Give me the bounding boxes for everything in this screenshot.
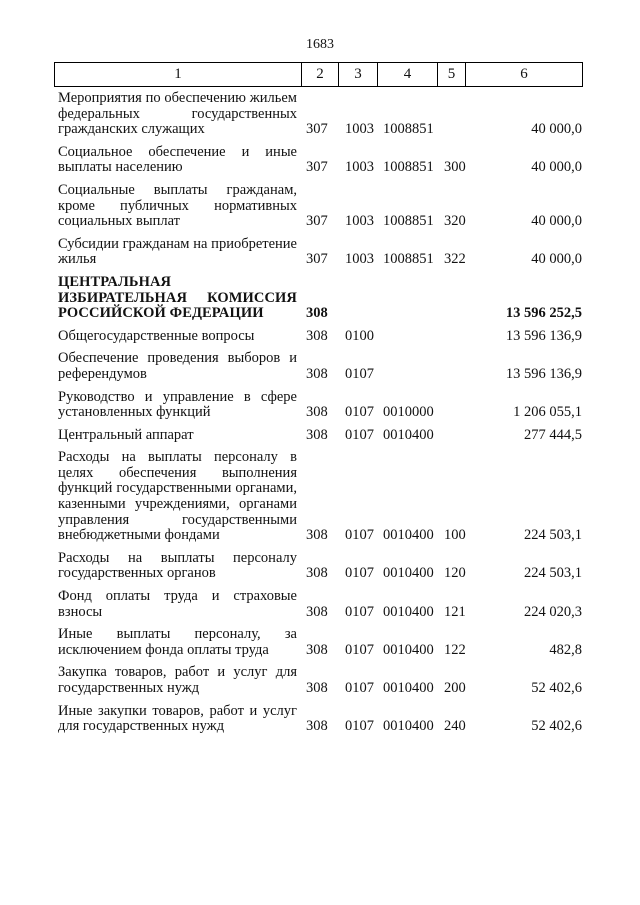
row-c2-value: 308 <box>306 680 328 696</box>
row-c4-value: 1008851 <box>383 159 434 176</box>
row-c3-value: 1003 <box>345 213 374 230</box>
row-c4-value: 0010400 <box>383 680 434 696</box>
row-c5-value: 200 <box>444 680 466 696</box>
table-row <box>0 145 640 183</box>
table-row <box>0 665 640 703</box>
table-row <box>0 390 640 428</box>
row-name: Мероприятия по обеспечению жильем федеральных государственных гражданских служащих <box>58 90 297 138</box>
row-name: Иные выплаты персоналу, за исключением фонда оплаты труда <box>58 626 297 658</box>
row-c6-value: 52 402,6 <box>531 718 582 735</box>
table-row <box>0 450 640 551</box>
row-c2-value: 308 <box>306 641 328 658</box>
row-c6-value: 52 402,6 <box>531 680 582 696</box>
row-c4-value: 0010400 <box>383 641 434 658</box>
row-c5-value: 322 <box>444 251 466 268</box>
row-c6-value: 224 503,1 <box>524 527 582 544</box>
row-c4-value: 1008851 <box>383 121 434 138</box>
row-c3-value: 1003 <box>345 251 374 268</box>
row-c4-value: 0010400 <box>383 426 434 443</box>
row-c2-value: 307 <box>306 251 328 268</box>
row-c3-value: 1003 <box>345 159 374 176</box>
row-c3-value: 0107 <box>345 365 374 382</box>
row-name: Центральный аппарат <box>58 426 194 443</box>
column-header-1: 1 <box>174 66 182 82</box>
row-name: Обеспечение проведения выборов и референдумов <box>58 350 297 382</box>
row-c2-value: 307 <box>306 213 328 230</box>
table-row <box>0 551 640 589</box>
row-name: Иные закупки товаров, работ и услуг для государственных нужд <box>58 702 297 735</box>
row-c5-value: 240 <box>444 718 466 735</box>
table-row <box>0 91 640 145</box>
row-c6-value: 13 596 252,5 <box>505 305 582 322</box>
row-c5-value: 122 <box>444 641 466 658</box>
table-row <box>0 627 640 665</box>
row-c2-value: 307 <box>306 159 328 176</box>
row-c3-value: 0107 <box>345 404 374 421</box>
row-c4-value: 0010400 <box>383 718 434 735</box>
row-c2-value: 308 <box>306 305 328 322</box>
row-name: Общегосударственные вопросы <box>58 327 255 344</box>
row-c2-value: 308 <box>306 327 328 344</box>
row-name: Расходы на выплаты персоналу в целях обеспечения выполнения функций государственными органами, казенными учреждениями, органами управления государственными внебюджетными фондами <box>58 449 297 544</box>
row-c6-value: 277 444,5 <box>524 426 582 443</box>
table-row <box>0 237 640 275</box>
row-c2-value: 308 <box>306 365 328 382</box>
column-header-5: 5 <box>447 66 456 82</box>
row-c2-value: 308 <box>306 718 328 735</box>
row-c4-value: 0010400 <box>383 603 434 620</box>
row-c6-value: 13 596 136,9 <box>505 327 582 344</box>
row-c6-value: 40 000,0 <box>531 213 582 230</box>
row-c3-value: 0107 <box>345 718 374 735</box>
row-c5-value: 100 <box>444 527 466 544</box>
table-row <box>0 183 640 237</box>
table-row <box>0 428 640 451</box>
row-name: Социальные выплаты гражданам, кроме публичных нормативных социальных выплат <box>58 181 297 230</box>
table-row <box>0 275 640 329</box>
row-c6-value: 40 000,0 <box>531 159 582 176</box>
row-c5-value: 121 <box>444 603 466 620</box>
row-c4-value: 1008851 <box>383 251 434 268</box>
column-header-2: 2 <box>316 66 324 82</box>
row-c2-value: 307 <box>306 121 328 138</box>
row-c6-value: 13 596 136,9 <box>505 365 582 382</box>
row-c3-value: 0107 <box>345 527 374 544</box>
row-name: Фонд оплаты труда и страховые взносы <box>58 588 297 620</box>
row-c4-value: 0010000 <box>383 404 434 421</box>
table-header <box>54 62 583 87</box>
row-c6-value: 224 020,3 <box>524 603 582 620</box>
row-c6-value: 40 000,0 <box>531 121 582 138</box>
row-c6-value: 1 206 055,1 <box>513 404 582 421</box>
table-row <box>0 704 640 742</box>
table-row <box>0 351 640 389</box>
row-c4-value: 0010400 <box>383 565 434 582</box>
row-c2-value: 308 <box>306 603 328 620</box>
row-c6-value: 40 000,0 <box>531 251 582 268</box>
table-row <box>0 589 640 627</box>
row-name: Расходы на выплаты персоналу государственных органов <box>58 549 297 582</box>
row-c6-value: 224 503,1 <box>524 565 582 582</box>
row-c6-value: 482,8 <box>549 641 582 658</box>
row-c3-value: 0107 <box>345 641 374 658</box>
row-c3-value: 1003 <box>345 121 374 138</box>
row-name: Руководство и управление в сфере установленных функций <box>58 388 297 421</box>
page-number: 1683 <box>306 37 334 52</box>
row-c3-value: 0107 <box>345 680 374 696</box>
row-c2-value: 308 <box>306 404 328 421</box>
row-c2-value: 308 <box>306 527 328 544</box>
row-c3-value: 0107 <box>345 565 374 582</box>
row-c3-value: 0100 <box>345 327 374 344</box>
table-row <box>0 329 640 352</box>
row-c2-value: 308 <box>306 565 328 582</box>
row-name: Социальное обеспечение и иные выплаты населению <box>58 143 297 176</box>
row-c5-value: 300 <box>444 159 466 176</box>
row-c3-value: 0107 <box>345 603 374 620</box>
row-name: Субсидии гражданам на приобретение жилья <box>58 235 297 268</box>
row-c4-value: 1008851 <box>383 213 434 230</box>
row-c5-value: 320 <box>444 213 466 230</box>
row-c4-value: 0010400 <box>383 527 434 544</box>
column-header-6: 6 <box>520 66 528 82</box>
column-header-4: 4 <box>403 66 412 82</box>
row-c5-value: 120 <box>444 565 466 582</box>
row-name: Закупка товаров, работ и услуг для государственных нужд <box>58 664 297 696</box>
column-header-3: 3 <box>354 66 362 82</box>
row-c2-value: 308 <box>306 426 328 443</box>
budget-table-body <box>0 91 640 742</box>
row-name: ЦЕНТРАЛЬНАЯ ИЗБИРАТЕЛЬНАЯ КОМИССИЯ РОССИЙСКОЙ ФЕДЕРАЦИИ <box>58 273 297 322</box>
row-c3-value: 0107 <box>345 426 374 443</box>
